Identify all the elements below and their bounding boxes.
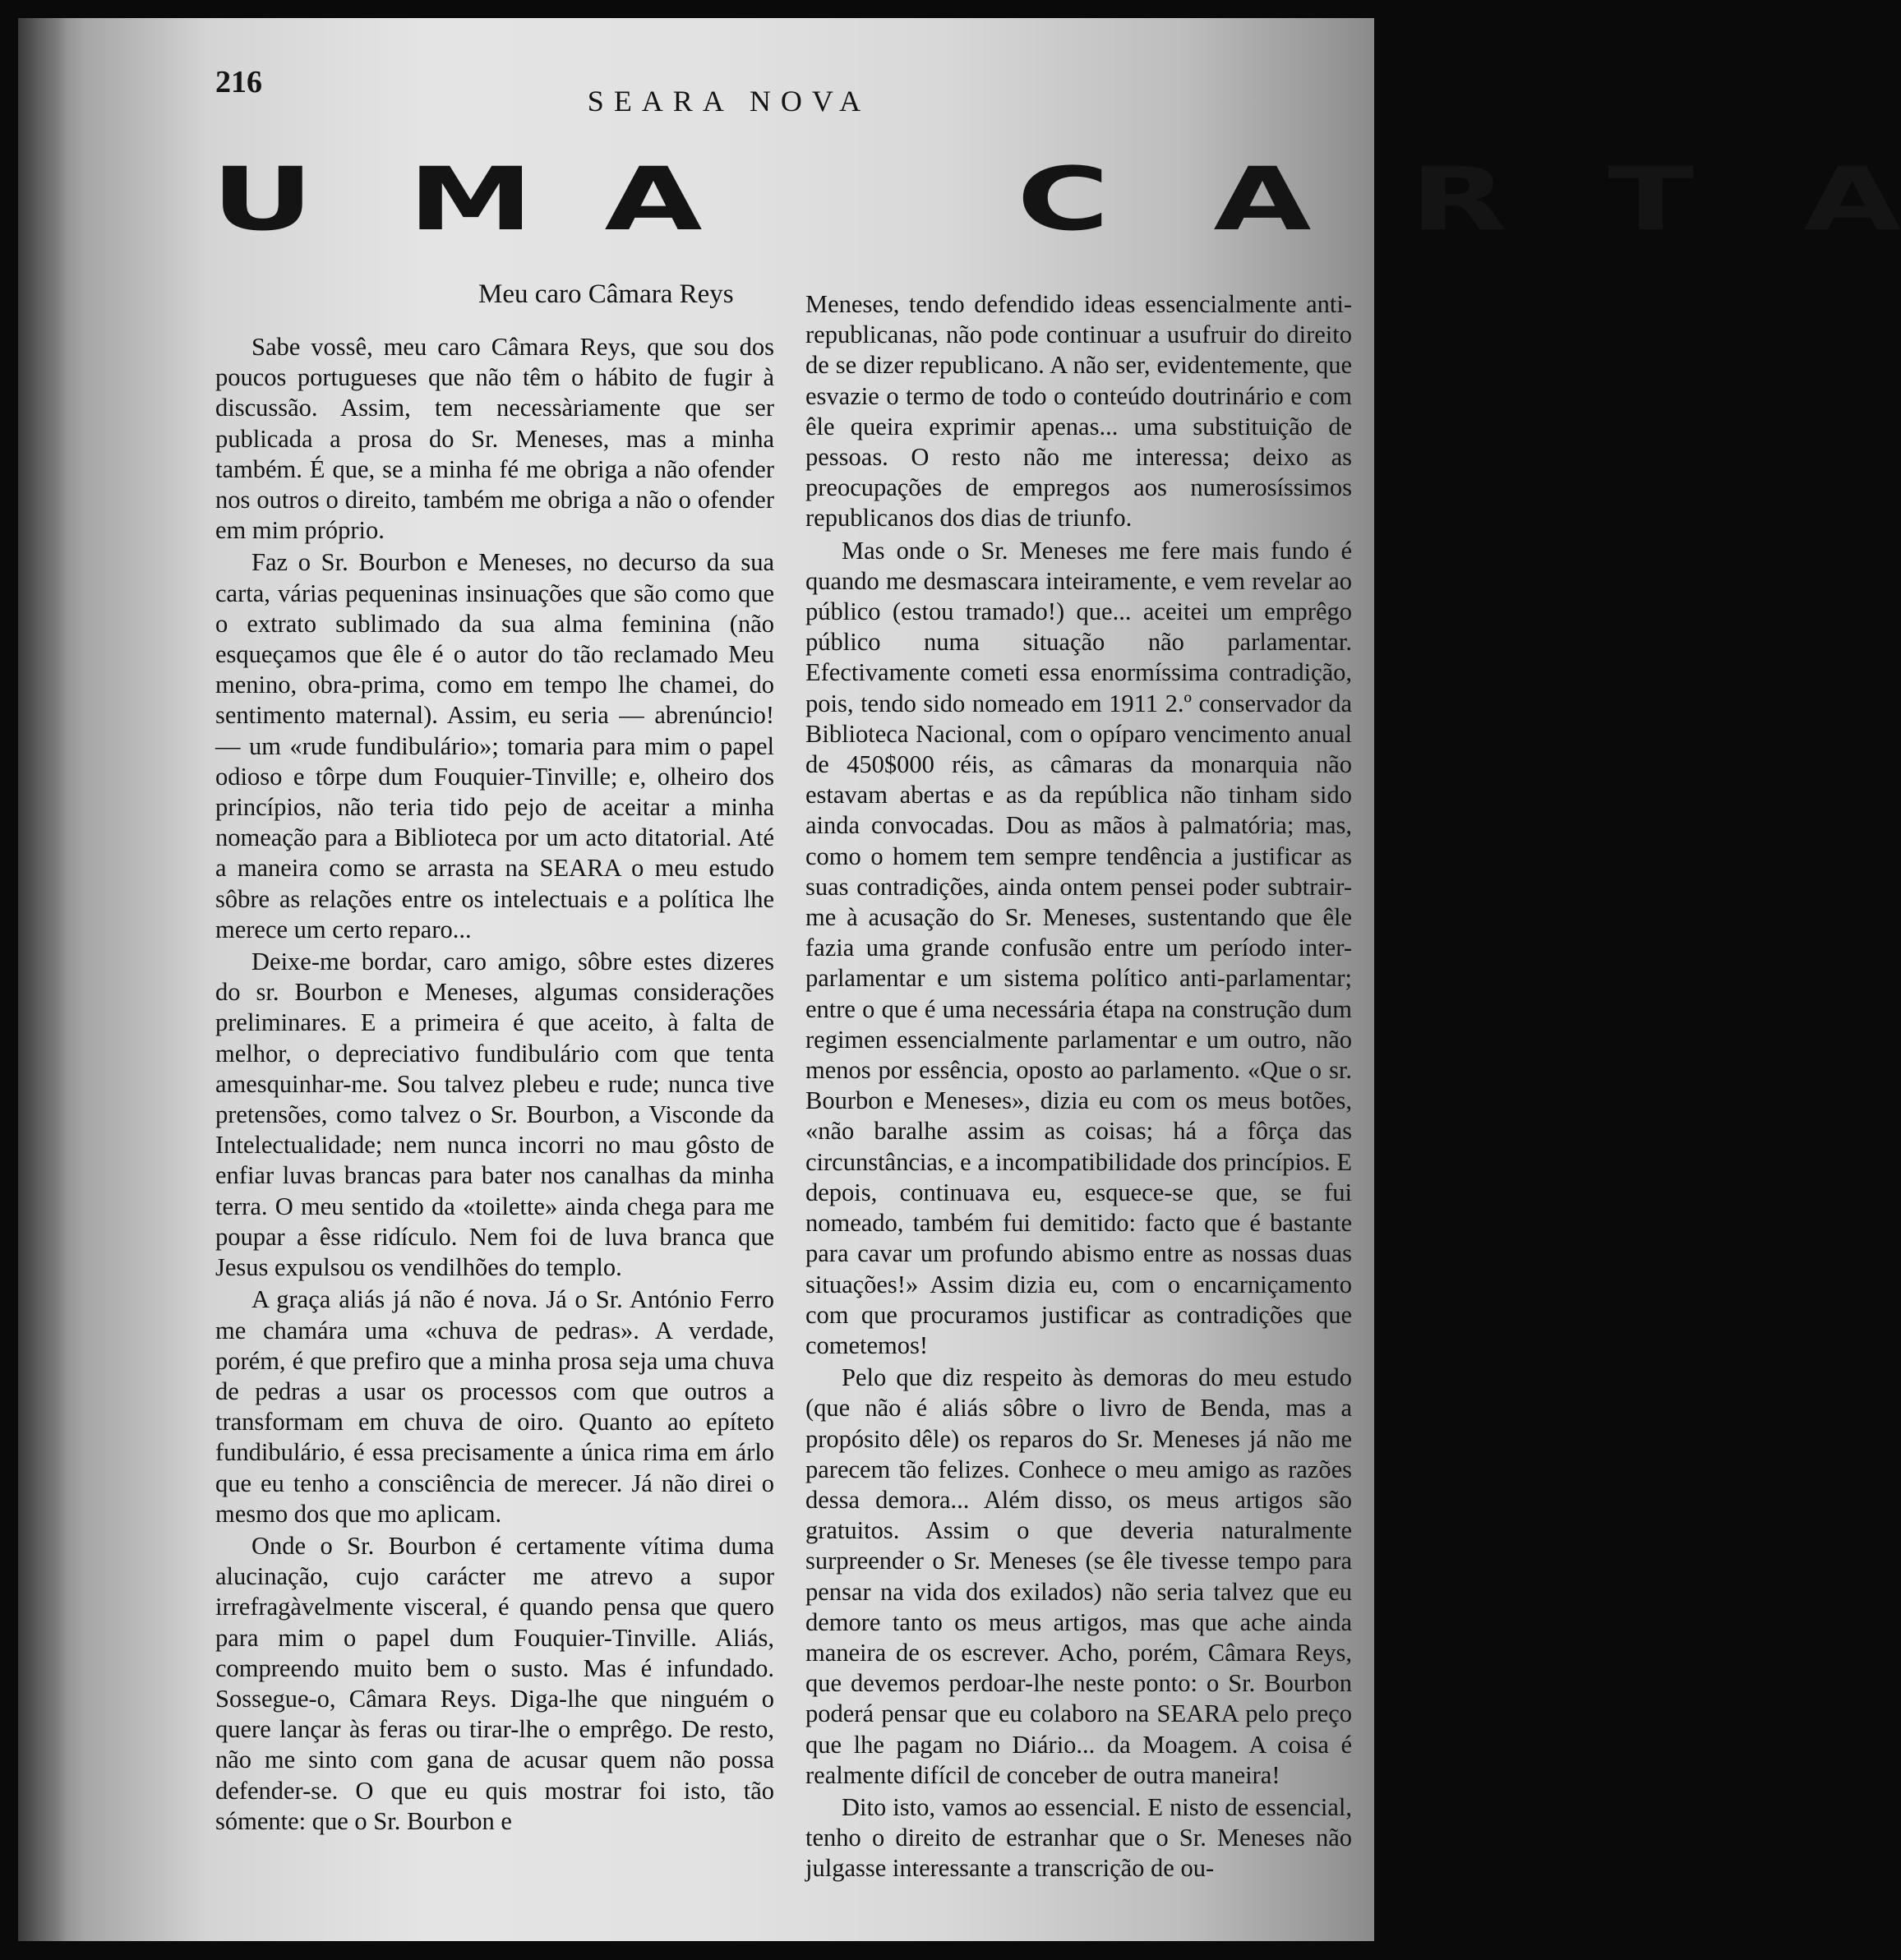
paragraph: Faz o Sr. Bourbon e Meneses, no decurso da sua carta, várias pequeninas insinuações que são como que o extrato sublimado da sua alma feminina (não esqueçamos que êle é o autor do tão reclamado Meu menino, obra-prima, como em tempo lhe chamei, do sentimento maternal). Assim, eu seria — abrenúncio! — um «rude fundibulário»; tomaria para mim o papel odioso e tôrpe dum Fouquier-Tinville; e, olheiro dos princípios, não teria tido pejo de aceitar a minha nomeação para a Biblioteca por um acto ditatorial. Até a maneira como se arrasta na SEARA o meu estudo sôbre as relações entre os intelectuais e a política lhe merece um certo reparo... bbox=[215, 548, 774, 943]
title-letter: A bbox=[1803, 149, 1901, 250]
article-title bbox=[211, 149, 1901, 250]
paragraph: Onde o Sr. Bourbon é certamente vítima duma alucinação, cujo carácter me atrevo a supor irrefragàvelmente visceral, é quando pensa que quero para mim o papel dum Fouquier-Tinville. Aliás, compreendo muito bem o susto. Mas é infundado. Sossegue-o, Câmara Reys. Diga-lhe que ninguém o quere lançar às feras ou tirar-lhe o emprêgo. De resto, não me sinto com gana de acusar quem não possa defender-se. O que eu quis mostrar foi isto, tão sómente: que o Sr. Bourbon e bbox=[215, 1531, 774, 1835]
paragraph: Pelo que diz respeito às demoras do meu estudo (que não é aliás sôbre o livro de Benda, mas a propósito dêle) os reparos do Sr. Meneses já não me parecem tão felizes. Conhece o meu amigo as razões dessa demora... Além disso, os meus artigos são gratuitos. Assim o que deveria naturalmente surpreender o Sr. Meneses (se êle tivesse tempo para pensar na vida dos exilados) não seria talvez que eu demore tanto os meus artigos, mas que ache ainda maneira de os escrever. Acho, porém, Câmara Reys, que devemos perdoar-lhe neste ponto: o Sr. Bourbon poderá pensar que eu colaboro na SEARA pelo preço que lhe pagam no Diário... da Moagem. A coisa é realmente difícil de conceber de outra maneira! bbox=[805, 1363, 1352, 1789]
page-binding-shadow bbox=[18, 18, 67, 1941]
paragraph: Deixe-me bordar, caro amigo, sôbre estes dizeres do sr. Bourbon e Meneses, algumas considerações preliminares. E a primeira é que aceito, à falta de melhor, o depreciativo fundibulário com que tenta amesquinhar-me. Sou talvez plebeu e rude; nunca tive pretensões, como talvez o Sr. Bourbon, a Visconde da Intelectualidade; nem nunca incorri no mau gôsto de enfiar luvas brancas para bater nos canalhas da minha terra. O meu sentido da «toilette» ainda chega para me poupar a êsse ridículo. Nem foi de luva branca que Jesus expulsou os vendilhões do templo. bbox=[215, 948, 774, 1282]
paragraph: Meneses, tendo defendido ideas essencialmente anti-republicanas, não pode continuar a usufruir do direito de se dizer republicano. A não ser, evidentemente, que esvazie o termo de todo o conteúdo doutrinário e com êle queira exprimir apenas... uma substituição de pessoas. O resto não me interessa; deixo as preocupações de empregos aos numerosíssimos republicanos dos dias de triunfo. bbox=[805, 290, 1352, 533]
title-letter: M bbox=[408, 149, 534, 250]
title-word-gap bbox=[801, 156, 909, 243]
title-letter: A bbox=[604, 149, 703, 250]
paragraph: Sabe vossê, meu caro Câmara Reys, que sou dos poucos portugueses que não têm o hábito de fugir à discussão. Assim, tem necessàriamente que ser publicada a prosa do Sr. Meneses, mas a minha também. É que, se a minha fé me obriga a não ofender nos outros o direito, também me obriga a não o ofender em mim próprio. bbox=[215, 333, 774, 545]
right-column bbox=[805, 289, 1352, 1884]
page-number: 216 bbox=[215, 65, 262, 99]
scanned-page bbox=[18, 18, 1901, 1941]
title-letter: U bbox=[211, 149, 314, 250]
letter-salutation: Meu caro Câmara Reys bbox=[478, 279, 734, 309]
paragraph: A graça aliás já não é nova. Já o Sr. António Ferro me chamára uma «chuva de pedras». A verdade, porém, é que prefiro que a minha prosa seja uma chuva de pedras a usar os processos com que outros a transformam em chuva de oiro. Quanto ao epíteto fundibulário, é essa precisamente a única rima em árlo que eu tenho a consciência de merecer. Já não direi o mesmo dos que mo aplicam. bbox=[215, 1285, 774, 1528]
left-column bbox=[215, 332, 774, 1837]
paragraph: Dito isto, vamos ao essencial. E nisto de essencial, tenho o direito de estranhar que o Sr. Meneses não julgasse interessante a transcrição de ou- bbox=[805, 1792, 1352, 1883]
title-letter: A bbox=[1213, 149, 1312, 250]
paragraph: Mas onde o Sr. Meneses me fere mais fundo é quando me desmascara inteiramente, e vem revelar ao público (estou tramado!) que... aceitei um emprêgo público numa situação não parlamentar. Efectivamente cometi essa enormíssima contradição, pois, tendo sido nomeado em 1911 2.º conservador da Biblioteca Nacional, com o opíparo vencimento anual de 450$000 réis, as câmaras da monarquia não estavam abertas e as da república não tinham sido ainda convocadas. Dou as mãos à palmatória; mas, como o homem tem sempre tendência a justificar as suas contradições, ainda ontem pensei poder subtrair-me à acusação do Sr. Meneses, sustentando que êle fazia uma grande confusão entre um período inter-parlamentar e um sistema político anti-parlamentar; entre o que é uma necessária étapa na construção dum regimen essencialmente parlamentar e um outro, não menos por essência, oposto ao parlamento. «Que o sr. Bourbon e Meneses», dizia eu com os meus botões, «não baralhe assim as coisas; há a fôrça das circunstâncias, e a incompatibilidade dos princípios. E depois, continuava eu, esquece-se que, se fui nomeado, também fui demitido: facto que é bastante para cavar um profundo abismo entre as nossas duas situações!» Assim dizia eu, com o encarniçamento com que procuramos justificar as contradições que cometemos! bbox=[805, 536, 1352, 1359]
title-letter: T bbox=[1608, 149, 1695, 250]
running-header: SEARA NOVA bbox=[587, 85, 871, 118]
title-letter: R bbox=[1410, 149, 1508, 250]
title-letter: C bbox=[1017, 149, 1110, 250]
